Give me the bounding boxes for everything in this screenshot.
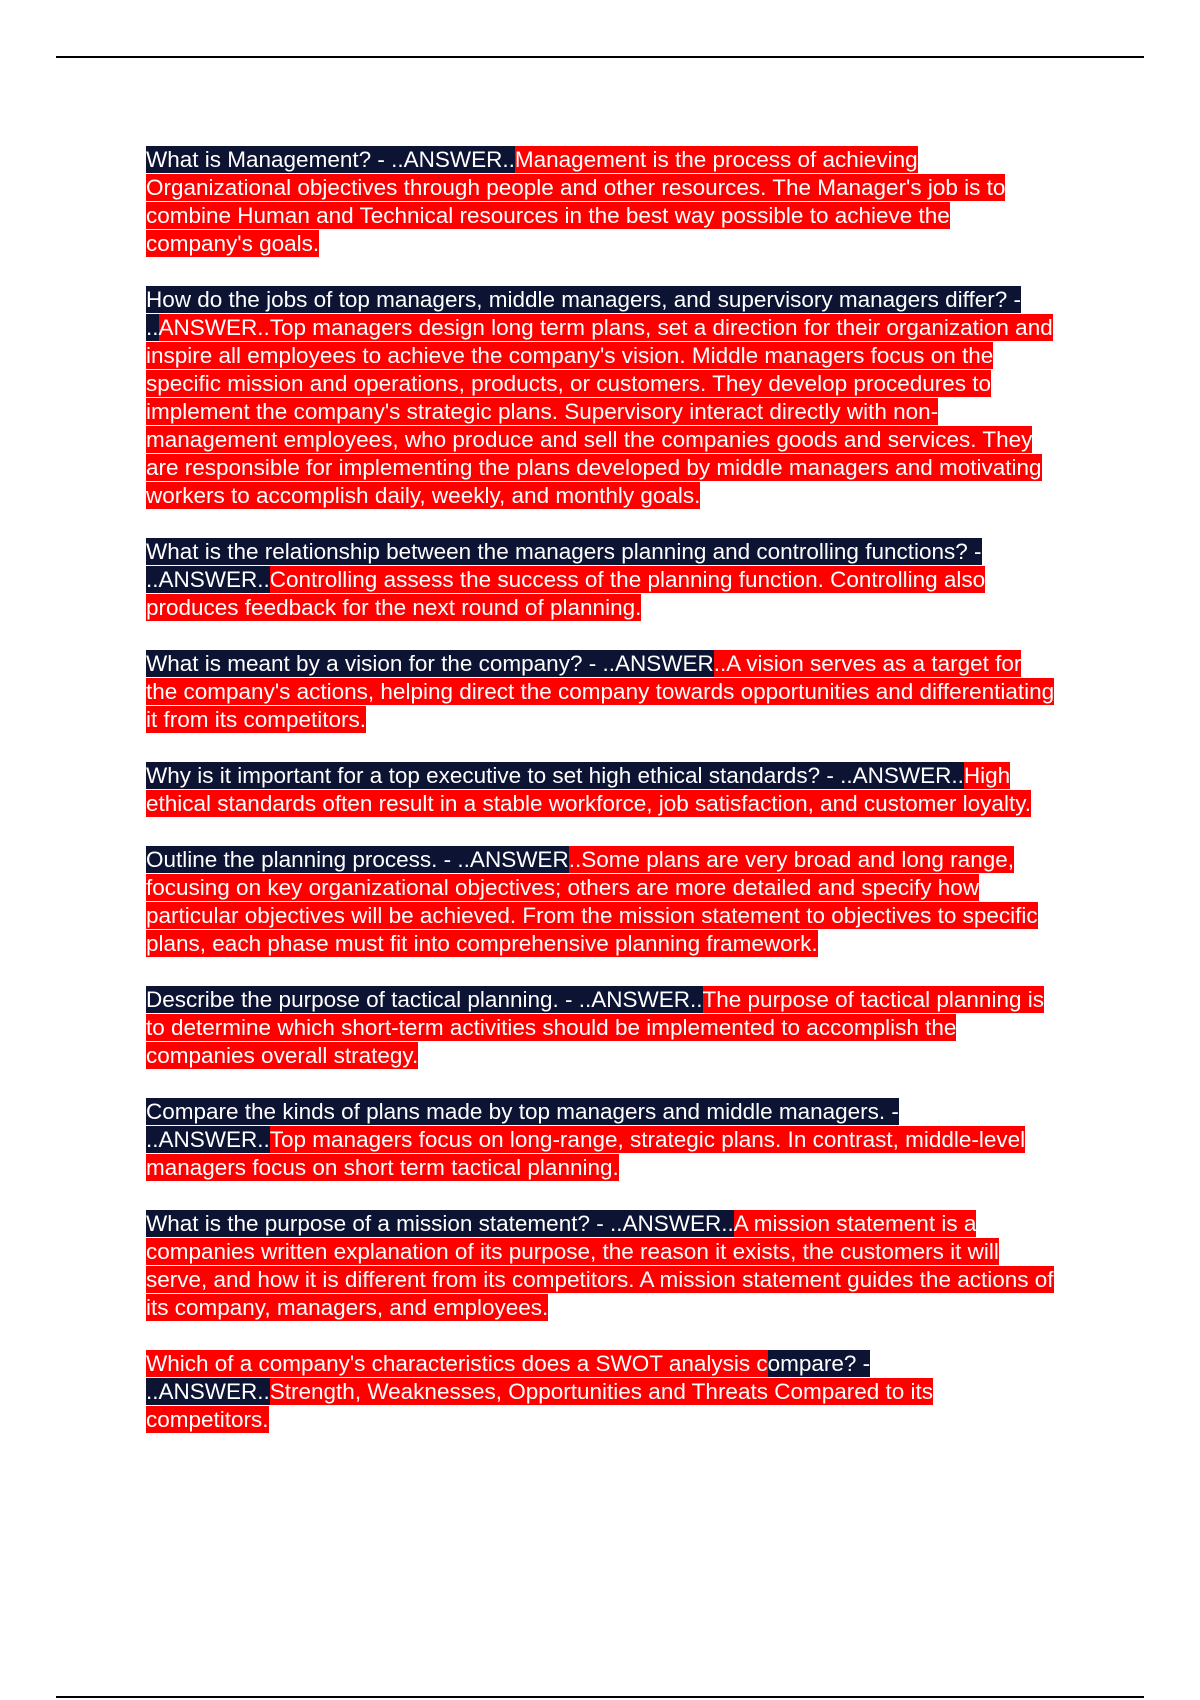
answer-text: ..A vision serves as a target for the company's actions, helping direct the company towards opportunities and differentiating it from its competitors. [146,651,1055,732]
question-text: What is the purpose of a mission statement? - ..ANSWER.. [146,1211,734,1236]
question-text: Compare the kinds of plans made by top managers and middle managers. - ..ANSWER.. [146,1099,899,1152]
qa-item [146,846,1058,958]
question-text: What is the relationship between the managers planning and controlling functions? - ..ANSWER.. [146,539,982,592]
question-text: How do the jobs of top managers, middle managers, and supervisory managers differ? - .. [146,287,1022,340]
header-rule [56,56,1144,58]
answer-text: ANSWER..Top managers design long term plans, set a direction for their organization and inspire all employees to achieve the company's vision. Middle managers focus on the specific mission and operations, products, or customers. They develop procedures to implement the company's strategic plans. Supervisory interact directly with non-management employees, who produce and sell the companies goods and services. They are responsible for implementing the plans developed by middle managers and motivating workers to accomplish daily, weekly, and monthly goals. [146,315,1053,508]
answer-text: Management is the process of achieving Organizational objectives through people and other resources. The Manager's job is to combine Human and Technical resources in the best way possible to achieve the company's goals. [146,147,1006,256]
question-text: Why is it important for a top executive to set high ethical standards? - ..ANSWER.. [146,763,964,788]
qa-item [146,1350,1058,1434]
answer-text: ..Some plans are very broad and long range, focusing on key organizational objectives; others are more detailed and specify how particular objectives will be achieved. From the mission statement to objectives to specific plans, each phase must fit into comprehensive planning framework. [146,847,1038,956]
qa-item [146,1210,1058,1322]
question-text: What is Management? - ..ANSWER.. [146,147,515,172]
answer-text: High ethical standards often result in a stable workforce, job satisfaction, and customer loyalty. [146,763,1032,816]
question-text: Describe the purpose of tactical planning. - ..ANSWER.. [146,987,703,1012]
qa-item [146,1098,1058,1182]
answer-text: The purpose of tactical planning is to determine which short-term activities should be implemented to accomplish the companies overall strategy. [146,987,1044,1068]
qa-list [146,146,1058,1462]
qa-item [146,286,1058,510]
qa-item [146,762,1058,818]
question-text: Outline the planning process. - ..ANSWER [146,847,569,872]
question-text: What is meant by a vision for the company? - ..ANSWER [146,651,714,676]
answer-text: A mission statement is a companies written explanation of its purpose, the reason it exists, the customers it will serve, and how it is different from its competitors. A mission statement guides the actions of its company, managers, and employees. [146,1211,1054,1320]
question-text: ompare? - ..ANSWER.. [146,1351,871,1404]
qa-item [146,146,1058,258]
qa-item [146,986,1058,1070]
answer-text: Strength, Weaknesses, Opportunities and Threats Compared to its competitors. [146,1379,934,1432]
qa-item [146,650,1058,734]
answer-text: Top managers focus on long-range, strategic plans. In contrast, middle-level managers focus on short term tactical planning. [146,1127,1026,1180]
footer-rule [56,1696,1144,1698]
answer-text: Controlling assess the success of the planning function. Controlling also produces feedback for the next round of planning. [146,567,986,620]
question-text-highlighted: Which of a company's characteristics does a SWOT analysis c [146,1351,768,1376]
qa-item [146,538,1058,622]
